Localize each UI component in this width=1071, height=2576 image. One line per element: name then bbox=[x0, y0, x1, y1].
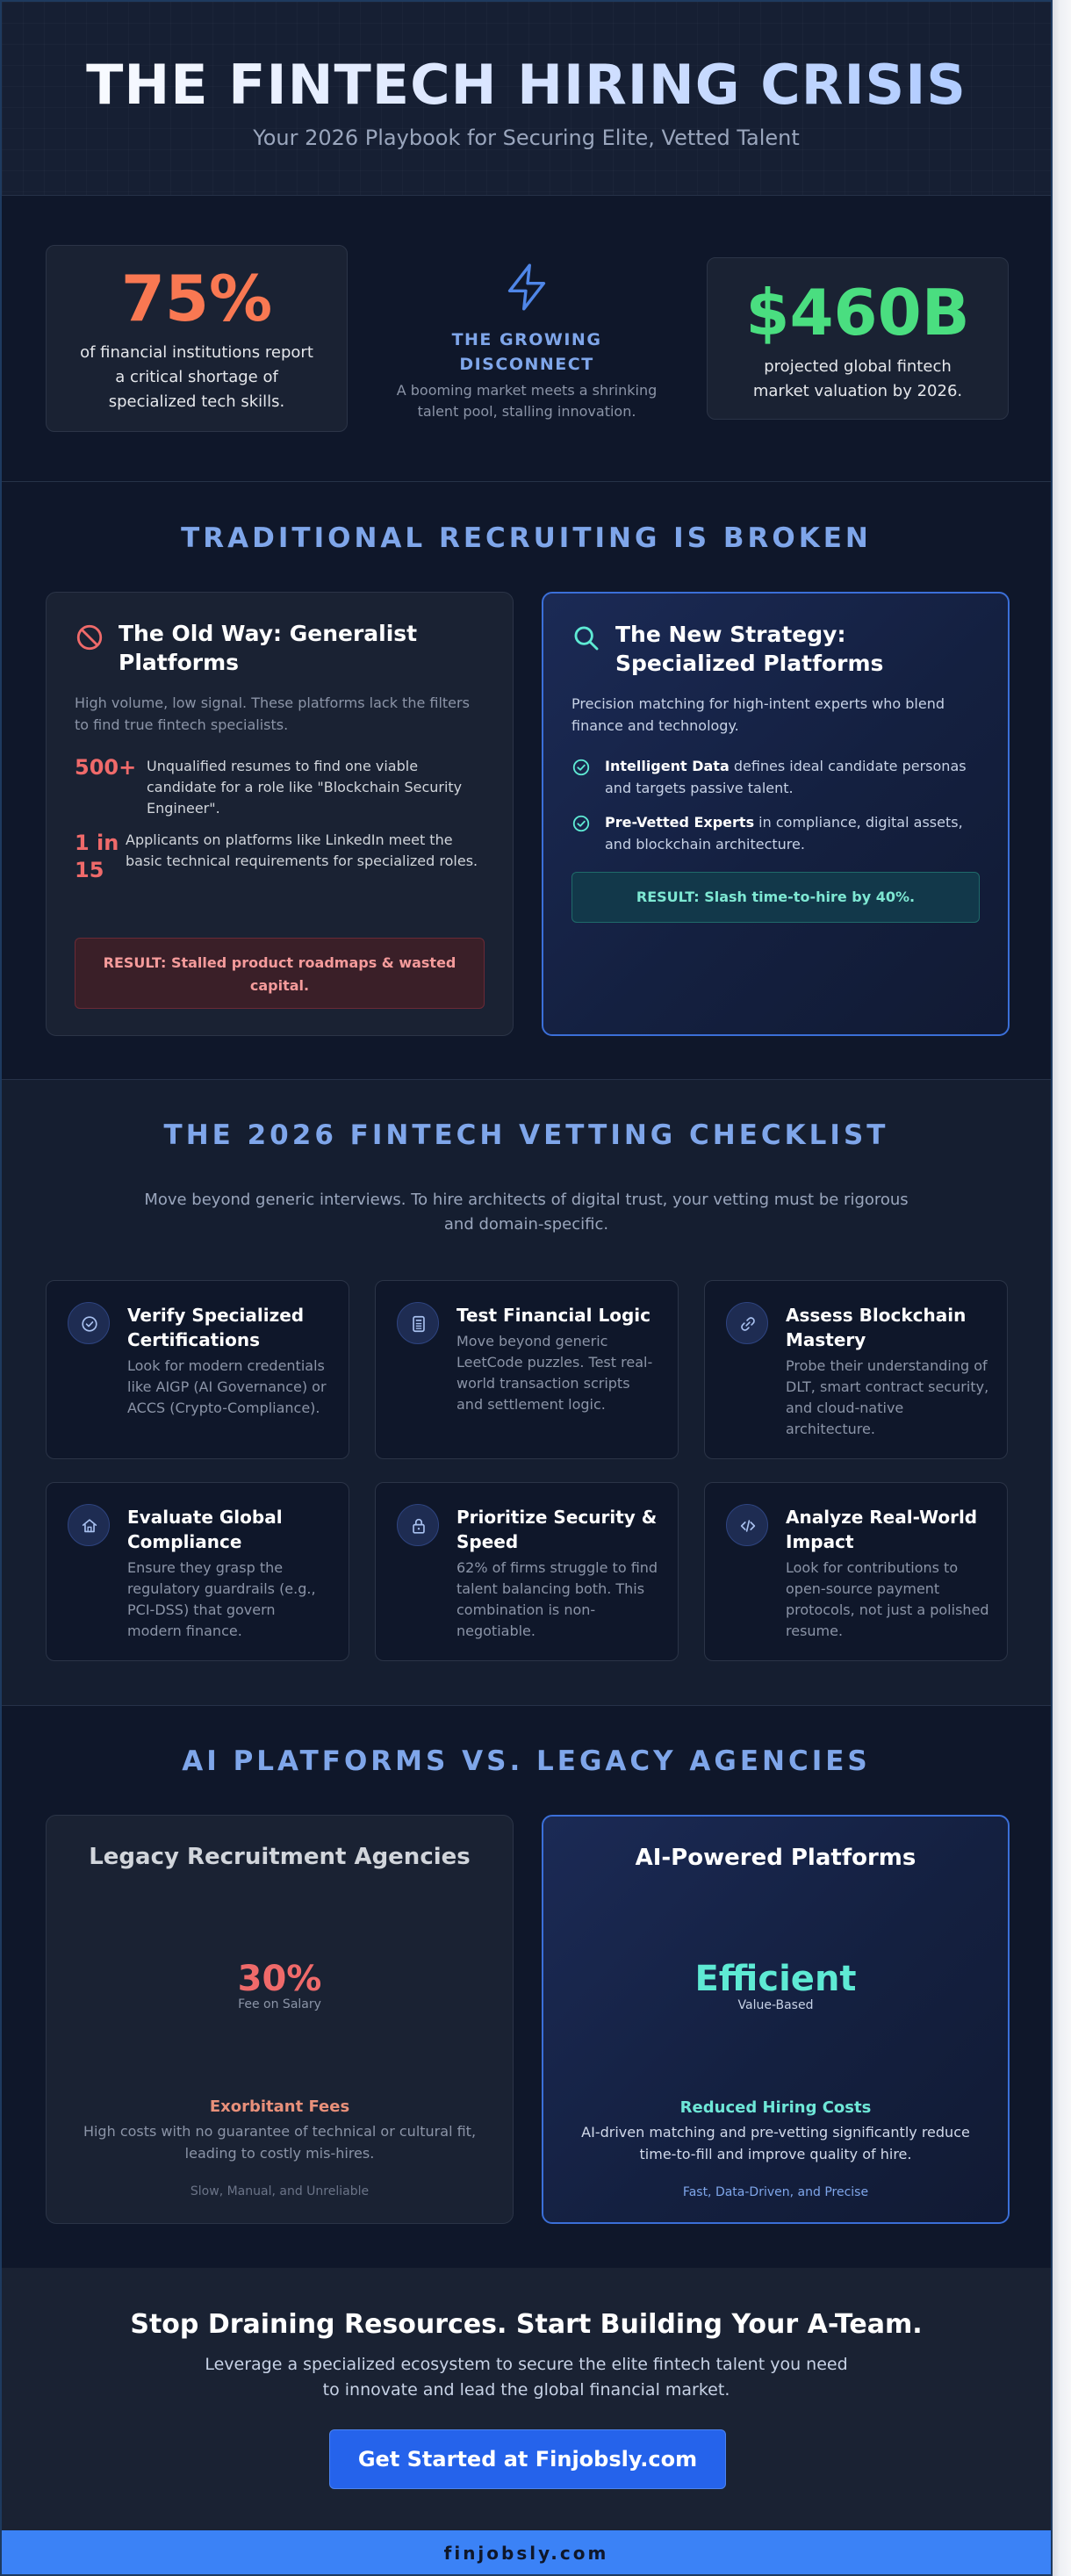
new-strategy-desc: Precision matching for high-intent experts who blend finance and technology. bbox=[571, 695, 945, 734]
checklist-title: Assess Blockchain Mastery bbox=[786, 1305, 967, 1350]
new-strategy-result: RESULT: Slash time-to-hire by 40%. bbox=[571, 872, 980, 923]
lock-icon bbox=[409, 1516, 428, 1536]
legacy-title: Legacy Recruitment Agencies bbox=[89, 1844, 471, 1870]
calculator-icon bbox=[409, 1314, 428, 1334]
new-strategy-panel bbox=[542, 592, 1010, 1036]
checklist-card-impact bbox=[704, 1482, 1008, 1661]
new-strategy-title: The New Strategy: Specialized Platforms bbox=[615, 622, 884, 676]
check-circle-icon bbox=[571, 758, 591, 777]
hero-section bbox=[2, 2, 1051, 196]
old-way-result: RESULT: Stalled product roadmaps & wasted capital. bbox=[75, 938, 485, 1009]
point-data-bold: Intelligent Data bbox=[605, 758, 730, 774]
legacy-agencies-card bbox=[46, 1815, 514, 2224]
checklist-icon-bank bbox=[68, 1504, 110, 1546]
checklist-text: Look for contributions to open-source payment protocols, not just a polished resume. bbox=[786, 1559, 989, 1639]
new-strategy-header bbox=[571, 620, 983, 678]
point-experts-rest: in compliance, digital assets, and blockchain architecture. bbox=[605, 814, 963, 853]
checklist-title: Verify Specialized Certifications bbox=[127, 1305, 305, 1350]
checklist-icon-lock bbox=[397, 1504, 439, 1546]
old-way-header bbox=[75, 619, 488, 677]
checklist-icon-calculator bbox=[397, 1302, 439, 1344]
old-way-stat-resumes bbox=[75, 754, 486, 819]
legacy-footer: Slow, Manual, and Unreliable bbox=[190, 2184, 370, 2198]
checklist-title: Test Financial Logic bbox=[456, 1305, 651, 1326]
lightning-bolt-icon bbox=[504, 263, 550, 312]
section-title-checklist: THE 2026 FINTECH VETTING CHECKLIST bbox=[163, 1119, 889, 1151]
old-way-stat-applicants bbox=[75, 830, 486, 884]
hero-title: THE FINTECH HIRING CRISIS bbox=[2, 53, 1051, 117]
stat-card-shortage bbox=[46, 245, 348, 432]
recruiting-broken-section bbox=[2, 482, 1051, 1080]
checklist-icon-code bbox=[726, 1504, 768, 1546]
checklist-icon-badge bbox=[68, 1302, 110, 1344]
checklist-card-blockchain bbox=[704, 1280, 1008, 1459]
hero-subtitle: Your 2026 Playbook for Securing Elite, Vetted Talent bbox=[253, 126, 800, 150]
old-way-title: The Old Way: Generalist Platforms bbox=[119, 621, 418, 675]
stat-text-shortage: of financial institutions report a critical shortage of specialized tech skills. bbox=[80, 343, 313, 411]
legacy-fee-value: 30% bbox=[237, 1959, 322, 1999]
checklist-title: Evaluate Global Compliance bbox=[127, 1507, 283, 1552]
stat-card-valuation bbox=[707, 257, 1009, 420]
ai-title: AI-Powered Platforms bbox=[635, 1845, 916, 1871]
point-experts-bold: Pre-Vetted Experts bbox=[605, 814, 755, 831]
ai-text: AI-driven matching and pre-vetting significantly reduce time-to-fill and improve quality of hire. bbox=[581, 2124, 970, 2162]
check-circle-icon bbox=[571, 814, 591, 833]
old-way-stat-resumes-text: Unqualified resumes to find one viable candidate for a role like "Blockchain Security Engineer". bbox=[147, 758, 463, 817]
stats-section bbox=[2, 196, 1051, 482]
new-strategy-point-data bbox=[571, 755, 981, 799]
ai-vs-legacy-section bbox=[2, 1706, 1051, 2268]
checklist-title: Prioritize Security & Speed bbox=[456, 1507, 658, 1552]
badge-check-icon bbox=[80, 1314, 99, 1334]
bank-icon bbox=[80, 1516, 99, 1536]
new-strategy-point-experts-text bbox=[605, 811, 981, 855]
prohibited-icon bbox=[75, 622, 104, 652]
old-way-stat-applicants-value: 1 in 15 bbox=[75, 831, 119, 882]
checklist-text: Probe their understanding of DLT, smart contract security, and cloud-native architecture. bbox=[786, 1357, 989, 1437]
checklist-text: Look for modern credentials like AIGP (AI Governance) or ACCS (Crypto-Compliance). bbox=[127, 1357, 327, 1416]
point-data-rest: defines ideal candidate personas and targets passive talent. bbox=[605, 758, 967, 796]
vetting-checklist-section bbox=[2, 1080, 1051, 1706]
old-way-stat-applicants-text: Applicants on platforms like LinkedIn meet the basic technical requirements for specialized roles. bbox=[126, 831, 478, 869]
checklist-intro: Move beyond generic interviews. To hire architects of digital trust, your vetting must be rigorous and domain-specific. bbox=[144, 1191, 909, 1234]
cta-section bbox=[2, 2268, 1051, 2530]
ai-efficient-value: Efficient bbox=[694, 1959, 857, 1999]
new-strategy-point-data-text bbox=[605, 755, 981, 799]
checklist-text: 62% of firms struggle to find talent balancing both. This combination is non-negotiable. bbox=[456, 1559, 658, 1639]
legacy-heading: Exorbitant Fees bbox=[209, 2097, 350, 2116]
checklist-text: Ensure they grasp the regulatory guardrails (e.g., PCI-DSS) that govern modern finance. bbox=[127, 1559, 316, 1639]
section-title-compare: AI PLATFORMS VS. LEGACY AGENCIES bbox=[182, 1745, 871, 1777]
page-shadow bbox=[1053, 0, 1071, 2576]
new-strategy-point-experts bbox=[571, 811, 981, 855]
checklist-card-compliance bbox=[46, 1482, 349, 1661]
stat-value-shortage: 75% bbox=[120, 262, 273, 335]
search-icon bbox=[571, 623, 601, 653]
legacy-fee-label: Fee on Salary bbox=[238, 1997, 321, 2011]
disconnect-title: THE GROWING DISCONNECT bbox=[451, 330, 602, 374]
cta-desc: Leverage a specialized ecosystem to secure the elite fintech talent you need to innovate and lead the global financial market. bbox=[205, 2355, 848, 2400]
stat-disconnect bbox=[388, 263, 665, 422]
ai-platforms-card bbox=[542, 1815, 1010, 2224]
old-way-stat-resumes-value: 500+ bbox=[75, 755, 137, 780]
section-title-broken: TRADITIONAL RECRUITING IS BROKEN bbox=[181, 522, 872, 554]
checklist-card-security bbox=[375, 1482, 679, 1661]
legacy-text: High costs with no guarantee of technical or cultural fit, leading to costly mis-hires. bbox=[83, 2123, 477, 2162]
checklist-card-certifications bbox=[46, 1280, 349, 1459]
old-way-desc: High volume, low signal. These platforms lack the filters to find true fintech specialists. bbox=[75, 694, 470, 733]
cta-title: Stop Draining Resources. Start Building Your A-Team. bbox=[130, 2309, 923, 2340]
checklist-title: Analyze Real-World Impact bbox=[786, 1507, 978, 1552]
disconnect-text: A booming market meets a shrinking talent pool, stalling innovation. bbox=[396, 382, 658, 420]
ai-footer: Fast, Data-Driven, and Precise bbox=[682, 2185, 869, 2199]
stat-value-valuation: $460B bbox=[745, 276, 970, 349]
footer-link[interactable]: finjobsly.com bbox=[2, 2530, 1051, 2576]
old-way-panel bbox=[46, 592, 514, 1036]
link-icon bbox=[738, 1314, 758, 1334]
code-icon bbox=[738, 1516, 758, 1536]
ai-value-label: Value-Based bbox=[737, 1998, 814, 2012]
stat-text-valuation: projected global fintech market valuation by 2026. bbox=[752, 357, 963, 400]
get-started-button[interactable]: Get Started at Finjobsly.com bbox=[329, 2429, 726, 2489]
checklist-card-financial-logic bbox=[375, 1280, 679, 1459]
checklist-icon-link bbox=[726, 1302, 768, 1344]
ai-heading: Reduced Hiring Costs bbox=[679, 2098, 872, 2117]
checklist-text: Move beyond generic LeetCode puzzles. Test real-world transaction scripts and settlement logic. bbox=[456, 1333, 653, 1413]
